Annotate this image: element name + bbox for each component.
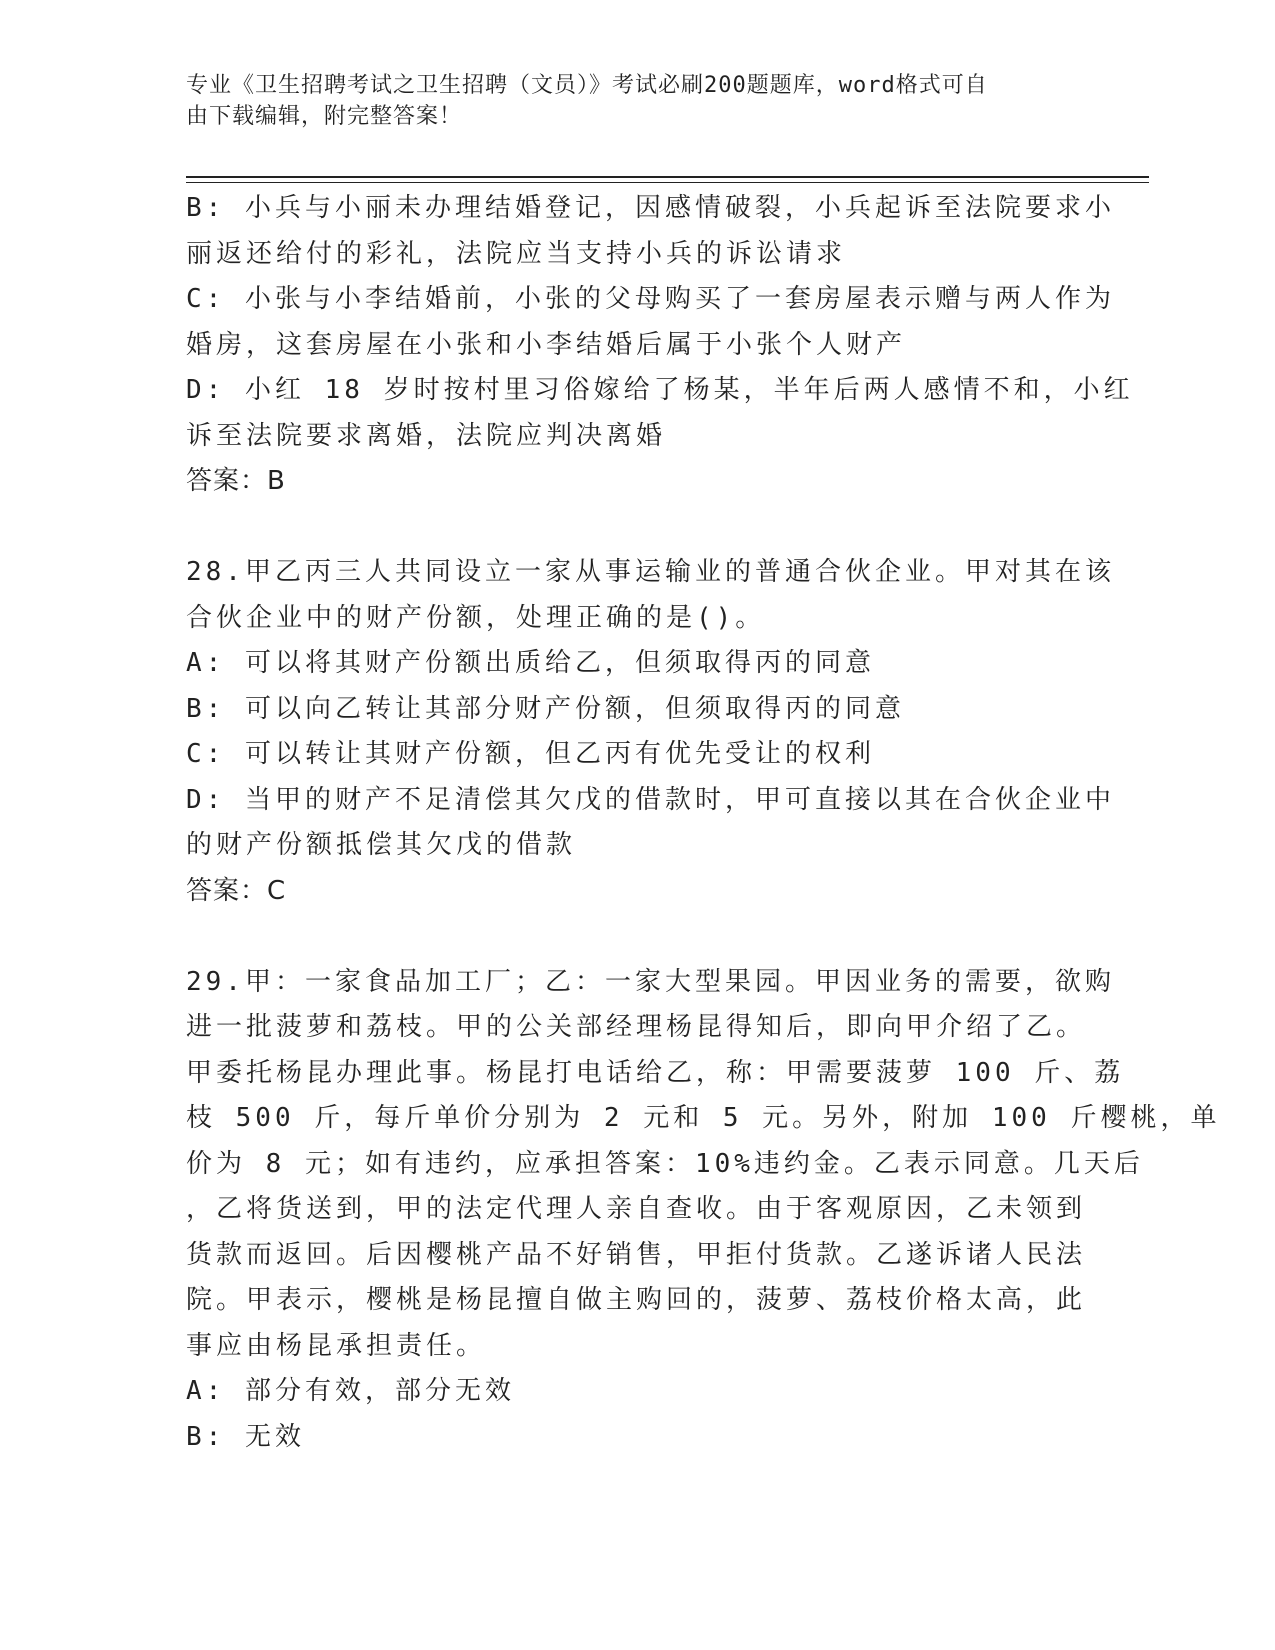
q28-option-d-line-1: D: 当甲的财产不足清偿其欠戊的借款时，甲可直接以其在合伙企业中 xyxy=(186,784,1115,815)
q28-option-c: C: 可以转让其财产份额，但乙丙有优先受让的权利 xyxy=(186,739,875,769)
q29-stem-line-8: 院。甲表示，樱桃是杨昆擅自做主购回的，菠萝、荔枝价格太高，此 xyxy=(186,1285,1087,1315)
document-body xyxy=(186,186,1221,1460)
q28-stem-line-2: 合伙企业中的财产份额，处理正确的是()。 xyxy=(186,602,766,633)
header-divider-thick xyxy=(186,176,1149,178)
q29-option-b: B: 无效 xyxy=(186,1421,305,1452)
q29-stem-line-6: ，乙将货送到，甲的法定代理人亲自查收。由于客观原因，乙未领到 xyxy=(186,1194,1087,1224)
question-27-continued xyxy=(186,186,1134,505)
question-28 xyxy=(186,550,1115,914)
question-29 xyxy=(186,960,1221,1461)
header-line-1: 专业《卫生招聘考试之卫生招聘（文员）》考试必刷200题题库，word格式可自 xyxy=(186,73,988,98)
q29-stem-line-3: 甲委托杨昆办理此事。杨昆打电话给乙，称：甲需要菠萝 100 斤、荔 xyxy=(186,1057,1125,1088)
q29-stem-line-7: 货款而返回。后因樱桃产品不好销售，甲拒付货款。乙遂诉诸人民法 xyxy=(186,1239,1087,1270)
header-divider-thin xyxy=(186,182,1149,183)
q27-option-d-line-1: D: 小红 18 岁时按村里习俗嫁给了杨某，半年后两人感情不和，小红 xyxy=(186,375,1134,405)
q28-option-b: B: 可以向乙转让其部分财产份额，但须取得丙的同意 xyxy=(186,693,905,724)
q29-stem-line-5: 价为 8 元；如有违约，应承担答案：10%违约金。乙表示同意。几天后 xyxy=(186,1148,1144,1179)
q27-option-c-line-1: C: 小张与小李结婚前，小张的父母购买了一套房屋表示赠与两人作为 xyxy=(186,284,1115,314)
q27-option-d-line-2: 诉至法院要求离婚，法院应判决离婚 xyxy=(186,420,667,451)
q29-stem-line-2: 进一批菠萝和荔枝。甲的公关部经理杨昆得知后，即向甲介绍了乙。 xyxy=(186,1012,1087,1042)
q28-stem-line-1: 28.甲乙丙三人共同设立一家从事运输业的普通合伙企业。甲对其在该 xyxy=(186,557,1115,587)
q27-option-c-line-2: 婚房，这套房屋在小张和小李结婚后属于小张个人财产 xyxy=(186,329,907,360)
header-line-2: 由下载编辑，附完整答案！ xyxy=(186,104,463,129)
q28-answer: 答案：C xyxy=(186,875,287,906)
q29-stem-line-9: 事应由杨昆承担责任。 xyxy=(186,1330,487,1361)
spacer xyxy=(186,505,1086,551)
q27-answer: 答案：B xyxy=(186,466,286,496)
q29-option-a: A: 部分有效，部分无效 xyxy=(186,1376,515,1406)
q27-option-b-line-1: B: 小兵与小丽未办理结婚登记，因感情破裂，小兵起诉至法院要求小 xyxy=(186,193,1115,223)
q28-option-d-line-2: 的财产份额抵偿其欠戊的借款 xyxy=(186,830,577,860)
document-header xyxy=(186,70,1066,132)
q27-option-b-line-2: 丽返还给付的彩礼，法院应当支持小兵的诉讼请求 xyxy=(186,238,847,269)
q29-stem-line-4: 枝 500 斤，每斤单价分别为 2 元和 5 元。另外，附加 100 斤樱桃，单 xyxy=(186,1103,1221,1133)
spacer xyxy=(186,914,1086,960)
q28-option-a: A: 可以将其财产份额出质给乙，但须取得丙的同意 xyxy=(186,648,875,678)
q29-stem-line-1: 29.甲：一家食品加工厂；乙：一家大型果园。甲因业务的需要，欲购 xyxy=(186,966,1115,997)
